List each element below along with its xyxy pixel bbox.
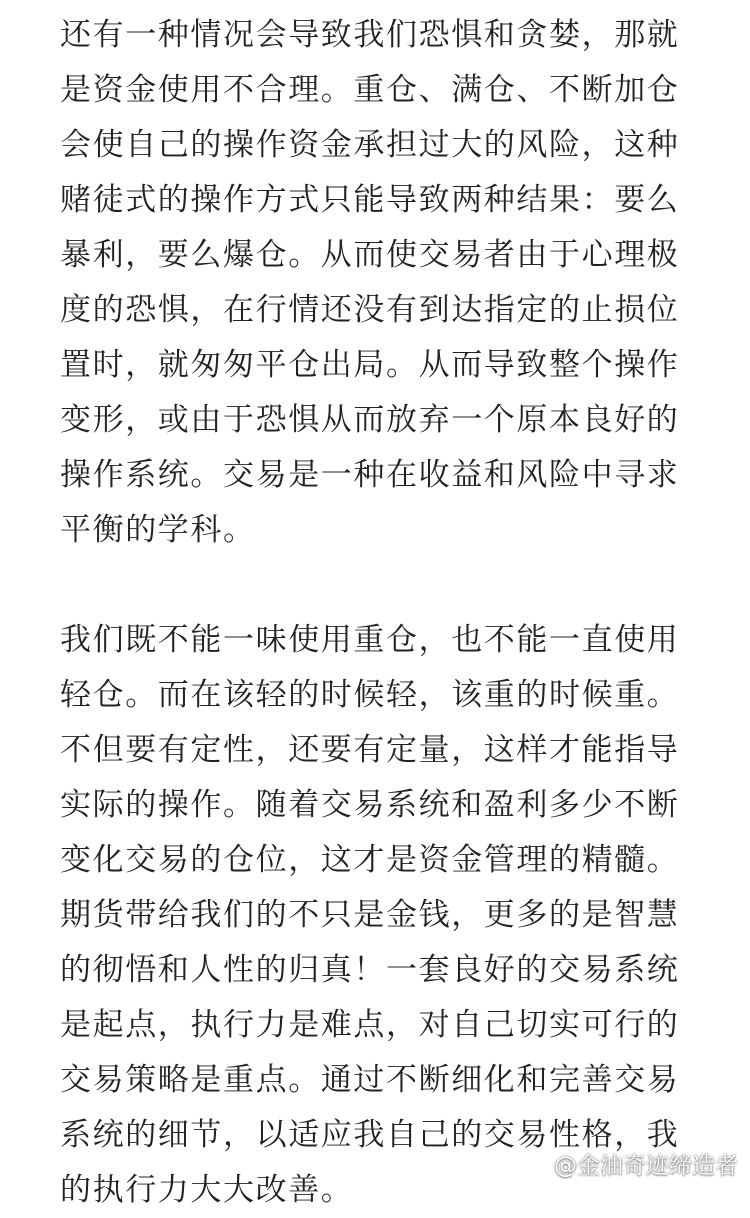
text-line: 交易策略是重点。通过不断细化和完善交易 — [60, 1062, 680, 1098]
text-line: 是起点，执行力是难点，对自己切实可行的 — [60, 1007, 680, 1043]
paragraph-2 — [60, 613, 690, 1218]
text-line: 暴利，要么爆仓。从而使交易者由于心理极 — [60, 237, 680, 273]
text-line: 变形，或由于恐惧从而放弃一个原本良好的 — [60, 402, 680, 438]
text-line: 期货带给我们的不只是金钱，更多的是智慧 — [60, 897, 680, 933]
text-line: 度的恐惧，在行情还没有到达指定的止损位 — [60, 292, 680, 328]
watermark-text: @金油奇迹缔造者 — [554, 1153, 738, 1179]
paragraph-gap — [60, 558, 690, 613]
text-line: 操作系统。交易是一种在收益和风险中寻求 — [60, 457, 680, 493]
text-line: 会使自己的操作资金承担过大的风险，这种 — [60, 127, 680, 163]
article-body — [60, 8, 690, 1218]
text-line: 的彻悟和人性的归真！一套良好的交易系统 — [60, 952, 680, 988]
text-line: 实际的操作。随着交易系统和盈利多少不断 — [60, 787, 680, 823]
text-line: 是资金使用不合理。重仓、满仓、不断加仓 — [60, 72, 680, 108]
text-line: 我们既不能一味使用重仓，也不能一直使用 — [60, 622, 680, 658]
text-line: 变化交易的仓位，这才是资金管理的精髓。 — [60, 842, 680, 878]
text-line: 的执行力大大改善。 — [60, 1172, 354, 1208]
watermark — [529, 1153, 738, 1179]
text-line: 轻仓。而在该轻的时候轻，该重的时候重。 — [60, 677, 680, 713]
text-line: 还有一种情况会导致我们恐惧和贪婪，那就 — [60, 17, 680, 53]
text-line: 系统的细节，以适应我自己的交易性格，我 — [60, 1117, 680, 1153]
text-line: 赌徒式的操作方式只能导致两种结果：要么 — [60, 182, 680, 218]
text-line: 置时，就匆匆平仓出局。从而导致整个操作 — [60, 347, 680, 383]
text-line: 不但要有定性，还要有定量，这样才能指导 — [60, 732, 680, 768]
zhihu-logo-icon — [529, 1155, 551, 1177]
text-line: 平衡的学科。 — [60, 512, 256, 548]
paragraph-1 — [60, 8, 690, 558]
